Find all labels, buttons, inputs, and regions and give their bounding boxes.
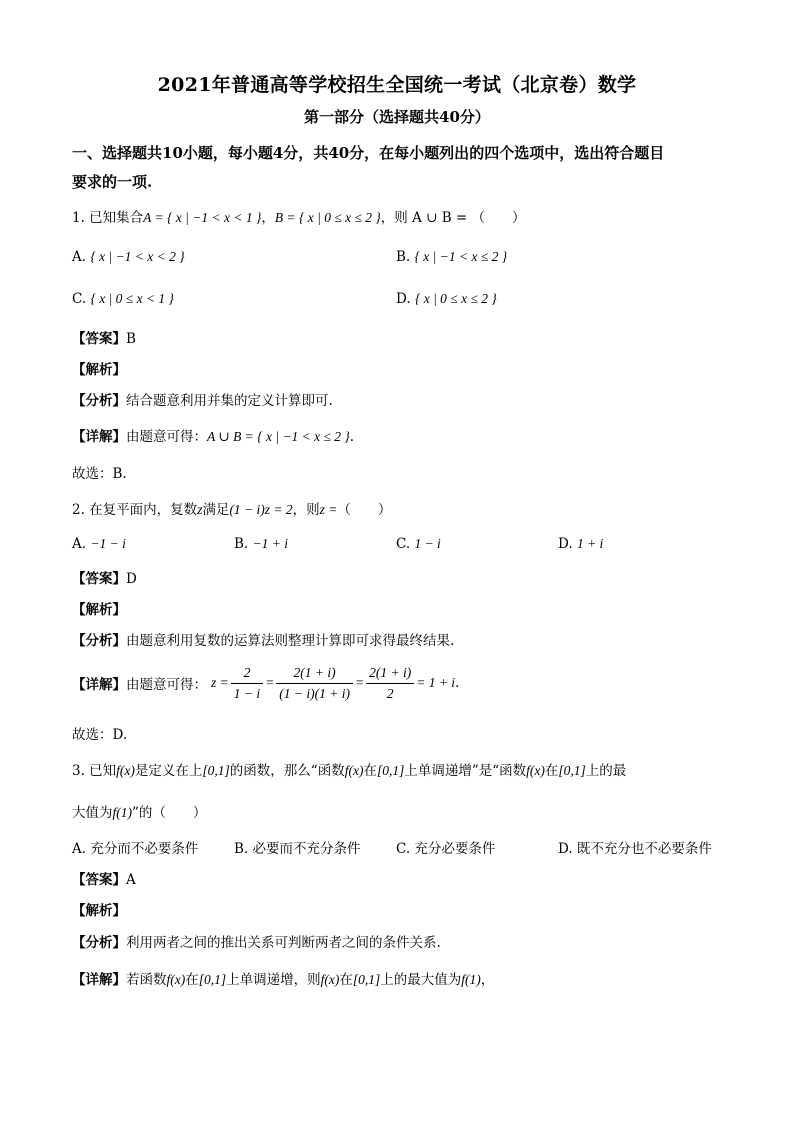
q2-analysis — [72, 598, 126, 618]
q2-option-b — [234, 536, 288, 552]
q1-option-c — [72, 291, 174, 307]
q2-z: z — [197, 502, 203, 517]
q3-fx1: f(x) — [116, 763, 135, 778]
q1-analysis — [72, 358, 126, 378]
q3-x-fx: f(x) — [166, 972, 186, 987]
q3-l2b: ”的（ ） — [132, 805, 207, 821]
q3-s3: 的函数，那么“函数 — [229, 763, 345, 779]
q3-s6: 在 — [544, 763, 559, 779]
section-heading-line1: 一、选择题共10小题，每小题4分，共40分，在每小题列出的四个选项中，选出符合题目 — [72, 144, 665, 162]
q3-stem-line1 — [72, 759, 626, 779]
q2-z-eq: z = — [211, 675, 229, 690]
q2-fraction-3-den: 2 — [386, 685, 394, 701]
q3-x5: 上的最大值为 — [380, 972, 462, 988]
q3-s4: 在 — [363, 763, 377, 779]
q2-option-b-text: −1 + i — [252, 536, 288, 551]
page-title: 2021年普通高等学校招生全国统一考试（北京卷）数学 — [157, 74, 637, 96]
q3-int1: [0,1] — [202, 763, 230, 778]
q3-fenxi — [72, 931, 441, 951]
q2-option-a-text: −1 − i — [90, 536, 126, 551]
q2-option-c — [396, 536, 441, 552]
q3-answer — [72, 868, 136, 888]
q3-x6: ， — [480, 972, 495, 988]
q1-fenxi-text: 结合题意利用并集的定义计算即可. — [126, 393, 333, 409]
q1-option-b-text: { x | −1 < x ≤ 2 } — [414, 249, 508, 264]
q3-answer-tag: 【答案】 — [72, 872, 126, 888]
q1-xiangjie-tag: 【详解】 — [72, 429, 126, 445]
q2-fraction-2-num: 2(1 + i) — [276, 663, 353, 684]
q3-s2: 是定义在上 — [134, 763, 203, 779]
q1-option-c-label: C. — [72, 291, 87, 307]
q3-x1: 若函数 — [126, 972, 167, 988]
q2-stem-prefix: 2. 在复平面内，复数 — [72, 502, 198, 518]
q3-l2a: 大值为 — [72, 805, 113, 821]
q1-stem — [72, 206, 526, 226]
q3-option-d: D. 既不充分也不必要条件 — [558, 841, 712, 857]
q1-set-a: A = { x | −1 < x < 1 } — [143, 210, 262, 225]
q3-option-c: C. 充分必要条件 — [396, 841, 496, 857]
q2-fraction-3 — [366, 663, 414, 704]
q1-choose: 故选：B. — [72, 466, 127, 482]
q2-fraction-2-den: (1 − i)(1 + i) — [279, 685, 350, 701]
q3-int3: [0,1] — [558, 763, 586, 778]
q3-xiangjie — [72, 968, 494, 988]
q2-fenxi-tag: 【分析】 — [72, 633, 126, 649]
q1-option-d-text: { x | 0 ≤ x ≤ 2 } — [414, 291, 497, 306]
q2-option-d — [558, 536, 603, 552]
q2-stem-mid: 满足 — [202, 502, 230, 518]
q2-analysis-tag: 【解析】 — [72, 602, 126, 618]
q3-x-int2: [0,1] — [352, 972, 381, 987]
q2-choose: 故选：D. — [72, 727, 128, 743]
q2-option-c-label: C. — [396, 536, 411, 552]
q1-analysis-tag: 【解析】 — [72, 362, 126, 378]
q2-xiangjie — [72, 660, 459, 706]
q2-fraction-3-num: 2(1 + i) — [366, 663, 414, 684]
q3-fx2: f(x) — [344, 763, 364, 778]
q3-s5: 上单调递增”是“函数 — [404, 763, 527, 779]
q2-fraction-1-num: 2 — [231, 663, 263, 684]
q2-fraction-1-den: 1 − i — [233, 685, 261, 701]
q2-option-d-text: 1 + i — [576, 536, 604, 551]
q1-fenxi-tag: 【分析】 — [72, 393, 126, 409]
q1-xiangjie-text: 由题意可得： — [126, 429, 207, 445]
q3-f1: f(1) — [112, 805, 132, 820]
q2-eq-sign-2: = — [354, 675, 365, 690]
q2-fenxi-text: 由题意利用复数的运算法则整理计算即可求得最终结果. — [126, 633, 455, 649]
q3-answer-value: A — [126, 872, 136, 888]
q1-option-b-label: B. — [396, 249, 411, 265]
q3-fenxi-text: 利用两者之间的推出关系可判断两者之间的条件关系. — [126, 935, 441, 951]
q1-xiangjie-end: . — [349, 429, 355, 445]
q1-set-b: B = { x | 0 ≤ x ≤ 2 } — [274, 210, 381, 225]
q2-fraction-1 — [231, 663, 263, 704]
q1-option-a — [72, 249, 185, 265]
q3-x3: 上单调递增，则 — [226, 972, 321, 988]
q1-answer — [72, 327, 136, 347]
q1-option-c-text: { x | 0 ≤ x < 1 } — [90, 291, 174, 306]
q1-stem-suffix: ，则 A ∪ B = （ ） — [380, 210, 526, 226]
part-heading: 第一部分（选择题共40分） — [304, 108, 490, 126]
q3-x4: 在 — [339, 972, 353, 988]
q2-answer — [72, 567, 137, 587]
q1-option-d-label: D. — [396, 291, 411, 307]
q1-fenxi — [72, 389, 333, 409]
q2-xiangjie-end: . — [455, 675, 460, 691]
section-heading-line2: 要求的一项. — [72, 173, 153, 191]
q2-option-a — [72, 536, 126, 552]
q2-stem — [72, 498, 391, 518]
q1-option-a-text: { x | −1 < x < 2 } — [90, 249, 185, 264]
q1-answer-value: B — [126, 331, 136, 347]
q2-fraction-2 — [276, 663, 353, 704]
q2-answer-tag: 【答案】 — [72, 571, 126, 587]
q2-answer-value: D — [126, 571, 137, 587]
q1-option-b — [396, 249, 507, 265]
q2-xiangjie-text: 由题意可得： — [126, 677, 207, 693]
q2-xiangjie-tag: 【详解】 — [72, 677, 126, 693]
q2-paren: （ ） — [337, 502, 392, 518]
q3-x-fx2: f(x) — [320, 972, 340, 987]
q3-x-int: [0,1] — [198, 972, 227, 987]
q1-sep: ， — [261, 210, 275, 226]
q2-fenxi — [72, 629, 454, 649]
q3-fenxi-tag: 【分析】 — [72, 935, 126, 951]
q2-option-c-text: 1 − i — [414, 536, 441, 551]
q1-option-d — [396, 291, 497, 307]
q3-fx3: f(x) — [526, 763, 545, 778]
q3-s1: 3. 已知 — [72, 763, 117, 779]
q3-x-f1: f(1) — [461, 972, 481, 987]
q1-answer-tag: 【答案】 — [72, 331, 126, 347]
q2-ask: z = — [319, 502, 338, 517]
q1-option-a-label: A. — [72, 249, 87, 265]
q3-analysis — [72, 899, 126, 919]
q2-stem-suffix: ，则 — [292, 502, 320, 518]
q3-x2: 在 — [185, 972, 199, 988]
q2-result: = 1 + i — [416, 675, 456, 690]
q3-int2: [0,1] — [376, 763, 405, 778]
q3-s7: 上的最 — [585, 763, 627, 779]
q1-stem-prefix: 1. 已知集合 — [72, 210, 144, 226]
q2-option-a-label: A. — [72, 536, 87, 552]
q2-eq-sign-1: = — [265, 675, 275, 690]
q1-xiangjie — [72, 425, 354, 445]
q3-option-b: B. 必要而不充分条件 — [234, 841, 361, 857]
q2-equation: (1 − i)z = 2 — [229, 502, 293, 517]
q2-option-d-label: D. — [558, 536, 573, 552]
q3-analysis-tag: 【解析】 — [72, 903, 126, 919]
q3-stem-line2 — [72, 801, 206, 821]
q3-xiangjie-tag: 【详解】 — [72, 972, 126, 988]
q2-option-b-label: B. — [234, 536, 249, 552]
q3-option-a: A. 充分而不必要条件 — [72, 841, 199, 857]
q1-xiangjie-math: A ∪ B = { x | −1 < x ≤ 2 } — [207, 429, 350, 444]
